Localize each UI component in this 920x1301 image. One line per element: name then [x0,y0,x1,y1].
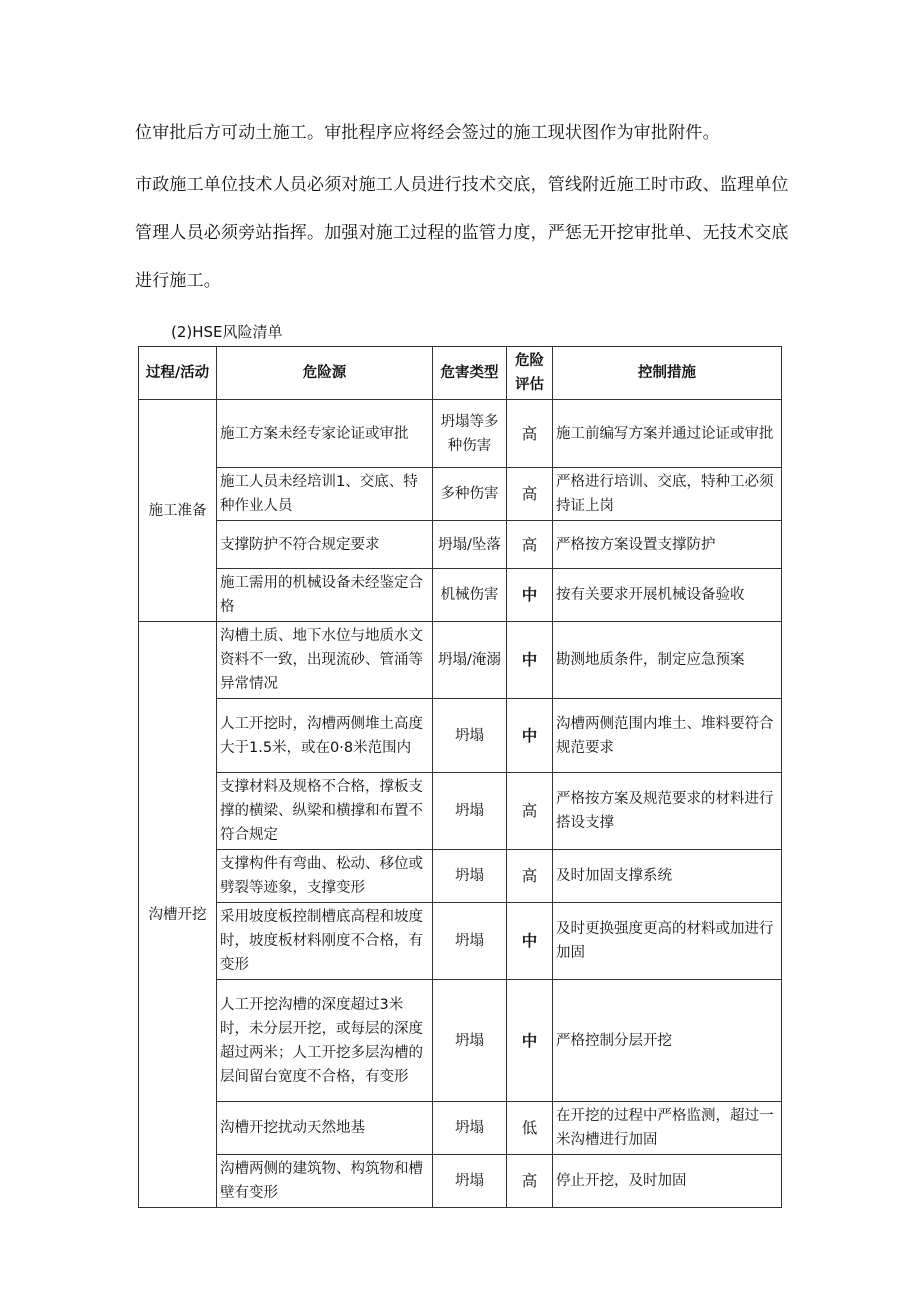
header-hazard-type: 危害类型 [433,347,507,400]
risk-level-cell: 中 [507,980,553,1102]
control-cell: 及时加固支撑系统 [553,850,782,903]
hazard-type-cell: 坍塌/坠落 [433,521,507,569]
control-cell: 严格控制分层开挖 [553,980,782,1102]
hazard-cell: 人工开挖时，沟槽两侧堆土高度大于1.5米，或在0·8米范围内 [217,699,433,773]
table-header-row [139,347,782,400]
table-row [139,622,782,699]
table-row [139,850,782,903]
stage-cell-preparation: 施工准备 [139,400,217,622]
control-cell: 按有关要求开展机械设备验收 [553,569,782,622]
body-paragraph-3: 管理人员必须旁站指挥。加强对施工过程的监管力度，严惩无开挖审批单、无技术交底 [135,223,789,243]
control-cell: 沟槽两侧范围内堆土、堆料要符合规范要求 [553,699,782,773]
hazard-cell: 人工开挖沟槽的深度超过3米时，未分层开挖，或每层的深度超过两米；人工开挖多层沟槽的层间留台宽度不合格，有变形 [217,980,433,1102]
hazard-type-cell: 机械伤害 [433,569,507,622]
table-row [139,468,782,521]
risk-level-cell: 高 [507,400,553,468]
risk-level-cell: 高 [507,1155,553,1208]
risk-level-cell: 低 [507,1102,553,1155]
hazard-cell: 施工方案未经专家论证或审批 [217,400,433,468]
hazard-type-cell: 坍塌 [433,773,507,850]
hazard-cell: 支撑材料及规格不合格，撑板支撑的横梁、纵梁和横撑和布置不符合规定 [217,773,433,850]
header-hazard-source: 危险源 [217,347,433,400]
stage-cell-trench-excavation: 沟槽开挖 [139,622,217,1208]
table-row [139,521,782,569]
table-row [139,569,782,622]
hazard-cell: 沟槽土质、地下水位与地质水文资料不一致，出现流砂、管涌等异常情况 [217,622,433,699]
hazard-type-cell: 坍塌 [433,850,507,903]
risk-level-cell: 高 [507,850,553,903]
header-risk-level: 危险评估 [507,347,553,400]
hazard-type-cell: 坍塌 [433,903,507,980]
table-row [139,1155,782,1208]
hazard-type-cell: 坍塌 [433,1155,507,1208]
table-row [139,1102,782,1155]
hse-risk-table [138,346,782,1208]
table-row [139,773,782,850]
control-cell: 及时更换强度更高的材料或加进行加固 [553,903,782,980]
risk-level-cell: 高 [507,468,553,521]
hazard-cell: 沟槽两侧的建筑物、构筑物和槽壁有变形 [217,1155,433,1208]
table-row [139,699,782,773]
control-cell: 在开挖的过程中严格监测，超过一米沟槽进行加固 [553,1102,782,1155]
header-control: 控制措施 [553,347,782,400]
control-cell: 严格按方案及规范要求的材料进行搭设支撑 [553,773,782,850]
table-row [139,400,782,468]
hazard-cell: 沟槽开挖扰动天然地基 [217,1102,433,1155]
control-cell: 停止开挖，及时加固 [553,1155,782,1208]
hazard-cell: 施工需用的机械设备未经鉴定合格 [217,569,433,622]
hazard-type-cell: 坍塌 [433,699,507,773]
hazard-cell: 采用坡度板控制槽底高程和坡度时，坡度板材料刚度不合格，有变形 [217,903,433,980]
control-cell: 施工前编写方案并通过论证或审批 [553,400,782,468]
body-paragraph-4: 进行施工。 [135,271,221,291]
hazard-type-cell: 坍塌 [433,980,507,1102]
risk-level-cell: 中 [507,699,553,773]
risk-level-cell: 中 [507,903,553,980]
body-paragraph-1: 位审批后方可动土施工。审批程序应将经会签过的施工现状图作为审批附件。 [135,123,720,143]
hazard-cell: 支撑构件有弯曲、松动、移位或劈裂等迹象，支撑变形 [217,850,433,903]
control-cell: 勘测地质条件，制定应急预案 [553,622,782,699]
hazard-type-cell: 多种伤害 [433,468,507,521]
body-paragraph-2: 市政施工单位技术人员必须对施工人员进行技术交底，管线附近施工时市政、监理单位 [135,175,789,195]
hazard-type-cell: 坍塌/淹溺 [433,622,507,699]
hazard-type-cell: 坍塌等多种伤害 [433,400,507,468]
risk-level-cell: 中 [507,569,553,622]
section-title: (2)HSE风险清单 [171,323,283,341]
risk-level-cell: 中 [507,622,553,699]
table-row [139,980,782,1102]
hazard-cell: 施工人员未经培训1、交底、特种作业人员 [217,468,433,521]
risk-level-cell: 高 [507,773,553,850]
table-row [139,903,782,980]
hazard-type-cell: 坍塌 [433,1102,507,1155]
control-cell: 严格按方案设置支撑防护 [553,521,782,569]
hazard-cell: 支撑防护不符合规定要求 [217,521,433,569]
control-cell: 严格进行培训、交底，特种工必须持证上岗 [553,468,782,521]
header-process: 过程/活动 [139,347,217,400]
risk-level-cell: 高 [507,521,553,569]
